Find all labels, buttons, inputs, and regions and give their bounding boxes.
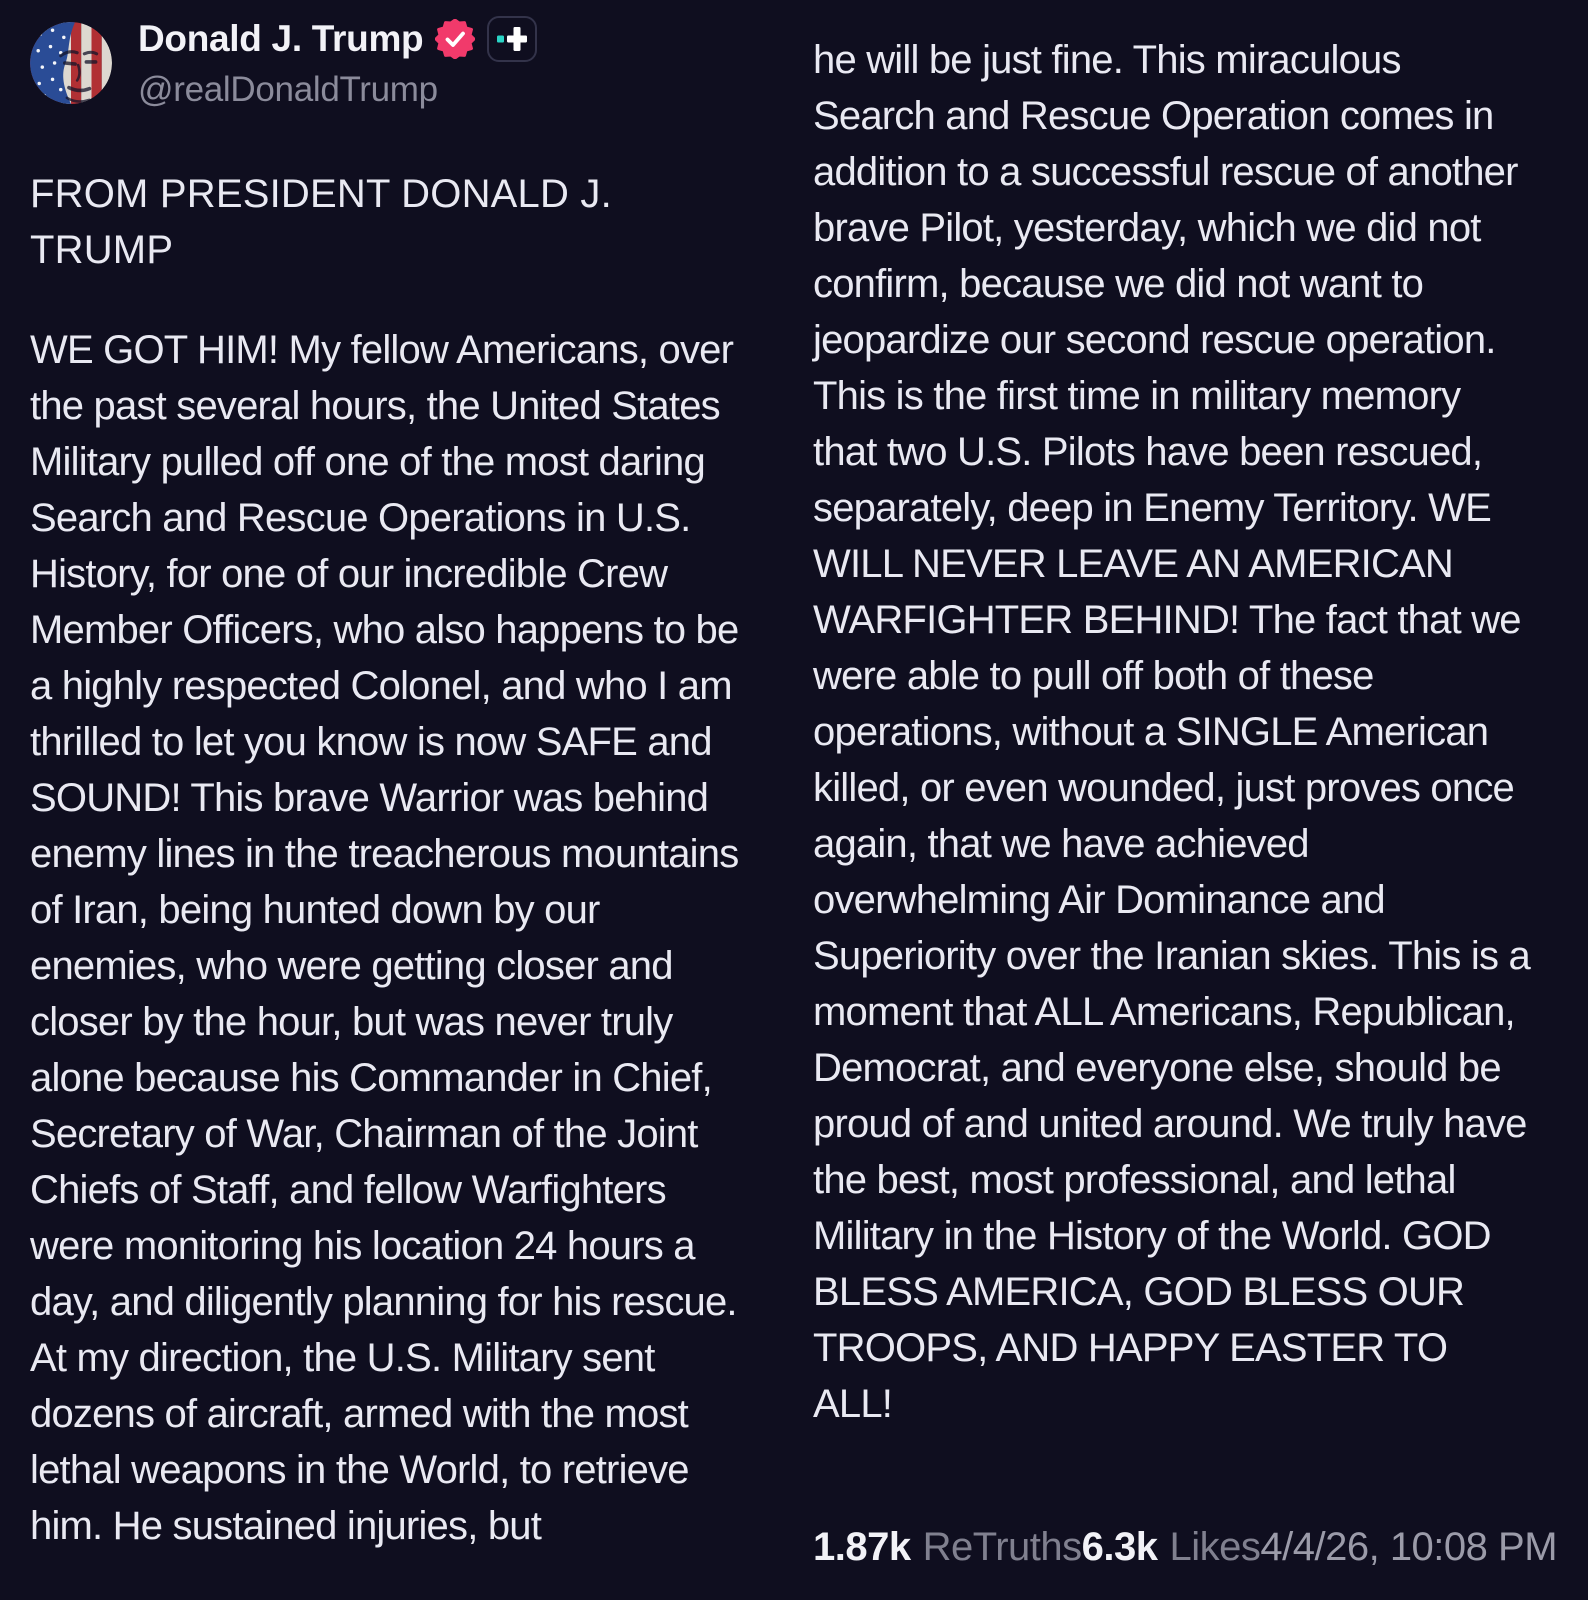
likes-count: 6.3k: [1081, 1525, 1158, 1569]
author-handle[interactable]: @realDonaldTrump: [138, 70, 438, 109]
author-header: [30, 16, 749, 110]
verified-badge-icon: [435, 19, 475, 59]
retruths-count: 1.87k: [813, 1525, 911, 1569]
right-column: [813, 16, 1558, 1570]
post-heading: FROM PRESIDENT DONALD J. TRUMP: [30, 172, 612, 272]
author-name-row: [138, 16, 537, 62]
truth-plus-badge-icon: [487, 16, 537, 62]
post-body-left: WE GOT HIM! My fellow Americans, over the past several hours, the United States Military pulled off one of the most daring Search and Rescue Operations in U.S. History, for one of our incredible Crew Member Officers, who also happens to be a highly respected Colonel, and who I am thrilled to let you know is now SAFE and SOUND! This brave Warrior was behind enemy lines in the treacherous mountains of Iran, being hunted down by our enemies, who were getting closer and closer by the hour, but was never truly alone because his Commander in Chief, Secretary of War, Chairman of the Joint Chiefs of Staff, and fellow Warfighters were monitoring his location 24 hours a day, and diligently planning for his rescue. At my direction, the U.S. Military sent dozens of aircraft, armed with the most lethal weapons in the World, to retrieve him. He sustained injuries, but: [30, 328, 739, 1548]
post-stats-bar: [813, 1507, 1558, 1570]
likes-label: Likes: [1169, 1525, 1261, 1569]
likes-stat[interactable]: [1082, 1525, 1261, 1570]
left-column: [30, 16, 749, 1570]
author-id-block: [138, 16, 537, 110]
avatar-flag-face-image: [30, 22, 112, 104]
retruths-label: ReTruths: [922, 1525, 1082, 1569]
retruths-stat[interactable]: [813, 1525, 1082, 1570]
author-display-name[interactable]: Donald J. Trump: [138, 18, 424, 59]
post-timestamp[interactable]: 4/4/26, 10:08 PM: [1260, 1525, 1558, 1569]
avatar[interactable]: [30, 22, 112, 104]
post-body-right: he will be just fine. This miraculous Search and Rescue Operation comes in addition to a successful rescue of another brave Pilot, yesterday, which we did not confirm, because we did not want to jeopardize our second rescue operation. This is the first time in military memory that two U.S. Pilots have been rescued, separately, deep in Enemy Territory. WE WILL NEVER LEAVE AN AMERICAN WARFIGHTER BEHIND! The fact that we were able to pull off both of these operations, without a SINGLE American killed, or even wounded, just proves once again, that we have achieved overwhelming Air Dominance and Superiority over the Iranian skies. This is a moment that ALL Americans, Republican, Democrat, and everyone else, should be proud of and united around. We truly have the best, most professional, and lethal Military in the History of the World. GOD BLESS AMERICA, GOD BLESS OUR TROOPS, AND HAPPY EASTER TO ALL!: [813, 38, 1530, 1426]
